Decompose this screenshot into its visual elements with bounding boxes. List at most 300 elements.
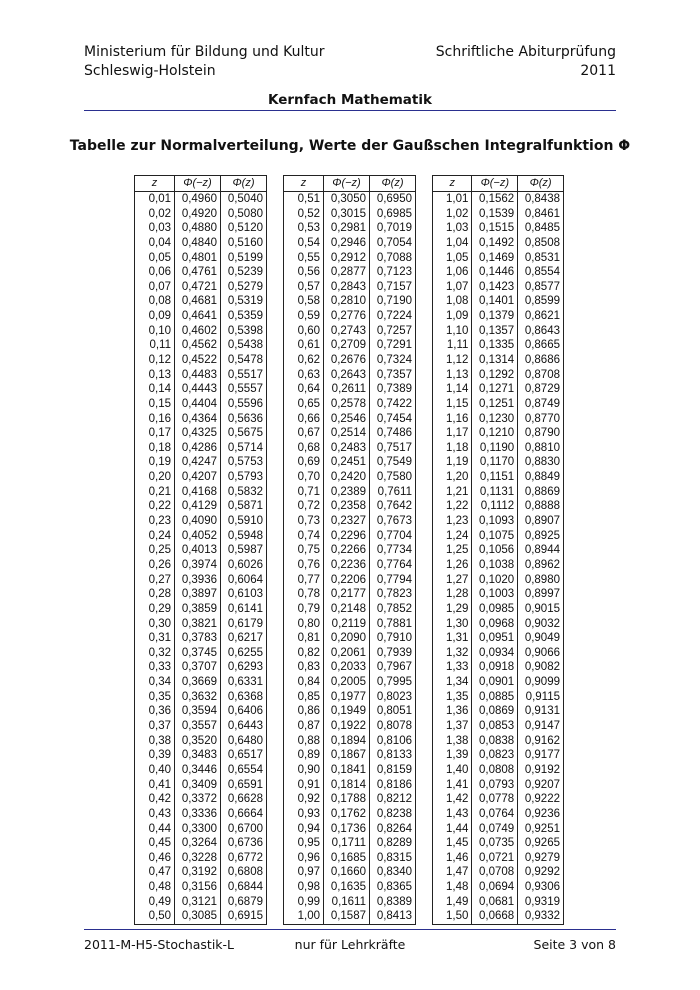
phi-minus-z-cell: 0,2451 xyxy=(324,455,370,470)
phi-minus-z-cell: 0,0764 xyxy=(472,807,518,822)
table-row xyxy=(433,719,564,734)
phi-minus-z-cell: 0,1271 xyxy=(472,382,518,397)
column-header: Φ(z) xyxy=(518,176,564,192)
column-header: z xyxy=(135,176,175,192)
phi-minus-z-cell: 0,1314 xyxy=(472,353,518,368)
phi-minus-z-cell: 0,4681 xyxy=(175,294,221,309)
phi-z-cell: 0,8869 xyxy=(518,484,564,499)
state-name: Schleswig-Holstein xyxy=(84,63,216,79)
phi-z-cell: 0,7764 xyxy=(370,558,416,573)
z-value-cell: 0,26 xyxy=(135,558,175,573)
z-value-cell: 1,44 xyxy=(433,821,472,836)
table-row xyxy=(433,499,564,514)
header-left xyxy=(84,43,325,81)
table-row xyxy=(284,191,416,206)
table-row xyxy=(135,558,267,573)
phi-z-cell: 0,8212 xyxy=(370,792,416,807)
phi-minus-z-cell: 0,4207 xyxy=(175,470,221,485)
phi-z-cell: 0,5199 xyxy=(221,250,267,265)
table-row xyxy=(433,587,564,602)
table-row xyxy=(284,616,416,631)
table-row xyxy=(433,411,564,426)
phi-minus-z-cell: 0,2177 xyxy=(324,587,370,602)
z-value-cell: 1,22 xyxy=(433,499,472,514)
z-value-cell: 1,19 xyxy=(433,455,472,470)
phi-minus-z-cell: 0,0918 xyxy=(472,660,518,675)
table-row xyxy=(433,689,564,704)
table-row xyxy=(135,909,267,924)
phi-z-cell: 0,9177 xyxy=(518,748,564,763)
phi-z-cell: 0,8078 xyxy=(370,719,416,734)
phi-minus-z-cell: 0,1611 xyxy=(324,894,370,909)
phi-z-cell: 0,7422 xyxy=(370,397,416,412)
phi-z-cell: 0,9222 xyxy=(518,792,564,807)
phi-z-cell: 0,5438 xyxy=(221,338,267,353)
phi-minus-z-cell: 0,2148 xyxy=(324,602,370,617)
table-row xyxy=(433,484,564,499)
table-row xyxy=(284,221,416,236)
table-row xyxy=(284,631,416,646)
phi-minus-z-cell: 0,3050 xyxy=(324,191,370,206)
z-value-cell: 0,56 xyxy=(284,265,324,280)
phi-z-cell: 0,5871 xyxy=(221,499,267,514)
phi-minus-z-cell: 0,0808 xyxy=(472,763,518,778)
phi-minus-z-cell: 0,2981 xyxy=(324,221,370,236)
table-row xyxy=(433,616,564,631)
z-value-cell: 0,64 xyxy=(284,382,324,397)
footer-divider xyxy=(84,929,616,930)
phi-z-cell: 0,8159 xyxy=(370,763,416,778)
table-row xyxy=(135,528,267,543)
table-row xyxy=(135,572,267,587)
phi-z-cell: 0,7054 xyxy=(370,236,416,251)
phi-z-cell: 0,8980 xyxy=(518,572,564,587)
z-value-cell: 1,50 xyxy=(433,909,472,924)
phi-z-cell: 0,5557 xyxy=(221,382,267,397)
z-value-cell: 0,85 xyxy=(284,689,324,704)
phi-minus-z-cell: 0,0853 xyxy=(472,719,518,734)
phi-z-cell: 0,8106 xyxy=(370,733,416,748)
table-row xyxy=(284,426,416,441)
table-row xyxy=(284,455,416,470)
table-row xyxy=(135,543,267,558)
phi-minus-z-cell: 0,2090 xyxy=(324,631,370,646)
table-row xyxy=(284,411,416,426)
table-row xyxy=(433,353,564,368)
table-row xyxy=(135,763,267,778)
phi-z-cell: 0,9265 xyxy=(518,836,564,851)
z-value-cell: 0,36 xyxy=(135,704,175,719)
phi-minus-z-cell: 0,1736 xyxy=(324,821,370,836)
phi-minus-z-cell: 0,1056 xyxy=(472,543,518,558)
phi-z-cell: 0,7088 xyxy=(370,250,416,265)
phi-minus-z-cell: 0,0901 xyxy=(472,675,518,690)
table-row xyxy=(284,733,416,748)
z-value-cell: 0,62 xyxy=(284,353,324,368)
phi-z-cell: 0,8508 xyxy=(518,236,564,251)
table-row xyxy=(135,587,267,602)
phi-z-cell: 0,8810 xyxy=(518,441,564,456)
table-row xyxy=(135,792,267,807)
phi-z-cell: 0,7734 xyxy=(370,543,416,558)
table-row xyxy=(135,675,267,690)
phi-z-cell: 0,5160 xyxy=(221,236,267,251)
exam-year: 2011 xyxy=(580,63,616,79)
phi-z-cell: 0,7190 xyxy=(370,294,416,309)
phi-minus-z-cell: 0,3372 xyxy=(175,792,221,807)
phi-z-cell: 0,7580 xyxy=(370,470,416,485)
phi-minus-z-cell: 0,0681 xyxy=(472,894,518,909)
z-value-cell: 1,24 xyxy=(433,528,472,543)
phi-minus-z-cell: 0,4761 xyxy=(175,265,221,280)
phi-minus-z-cell: 0,3936 xyxy=(175,572,221,587)
phi-z-cell: 0,6517 xyxy=(221,748,267,763)
phi-minus-z-cell: 0,0838 xyxy=(472,733,518,748)
table-row xyxy=(433,236,564,251)
table-row xyxy=(284,792,416,807)
phi-z-cell: 0,8365 xyxy=(370,880,416,895)
z-value-cell: 1,14 xyxy=(433,382,472,397)
table-row xyxy=(135,748,267,763)
table-row xyxy=(135,894,267,909)
phi-minus-z-cell: 0,0985 xyxy=(472,602,518,617)
z-value-cell: 1,00 xyxy=(284,909,324,924)
table-row xyxy=(433,909,564,924)
phi-z-cell: 0,8790 xyxy=(518,426,564,441)
phi-z-cell: 0,8238 xyxy=(370,807,416,822)
table-row xyxy=(135,236,267,251)
phi-minus-z-cell: 0,1357 xyxy=(472,323,518,338)
z-value-cell: 1,47 xyxy=(433,865,472,880)
table-row xyxy=(433,850,564,865)
table-row xyxy=(284,323,416,338)
phi-z-cell: 0,8133 xyxy=(370,748,416,763)
phi-minus-z-cell: 0,1151 xyxy=(472,470,518,485)
z-value-cell: 1,17 xyxy=(433,426,472,441)
phi-z-cell: 0,7224 xyxy=(370,309,416,324)
table-row xyxy=(433,675,564,690)
phi-minus-z-cell: 0,2296 xyxy=(324,528,370,543)
phi-minus-z-cell: 0,1003 xyxy=(472,587,518,602)
phi-z-cell: 0,9066 xyxy=(518,646,564,661)
z-value-cell: 0,80 xyxy=(284,616,324,631)
phi-minus-z-cell: 0,2389 xyxy=(324,484,370,499)
z-value-cell: 0,28 xyxy=(135,587,175,602)
phi-minus-z-cell: 0,3974 xyxy=(175,558,221,573)
phi-minus-z-cell: 0,1894 xyxy=(324,733,370,748)
phi-minus-z-cell: 0,1131 xyxy=(472,484,518,499)
table-row xyxy=(135,777,267,792)
phi-z-cell: 0,7389 xyxy=(370,382,416,397)
phi-minus-z-cell: 0,1112 xyxy=(472,499,518,514)
phi-z-cell: 0,5517 xyxy=(221,367,267,382)
phi-z-cell: 0,8907 xyxy=(518,514,564,529)
phi-minus-z-cell: 0,1562 xyxy=(472,191,518,206)
phi-z-cell: 0,8023 xyxy=(370,689,416,704)
phi-z-cell: 0,8997 xyxy=(518,587,564,602)
phi-minus-z-cell: 0,4013 xyxy=(175,543,221,558)
phi-z-cell: 0,5832 xyxy=(221,484,267,499)
table-header-row xyxy=(135,176,267,192)
z-value-cell: 0,50 xyxy=(135,909,175,924)
phi-z-cell: 0,8849 xyxy=(518,470,564,485)
phi-minus-z-cell: 0,1949 xyxy=(324,704,370,719)
table-row xyxy=(433,865,564,880)
z-value-cell: 0,10 xyxy=(135,323,175,338)
table-row xyxy=(433,646,564,661)
z-value-cell: 1,01 xyxy=(433,191,472,206)
phi-minus-z-cell: 0,1814 xyxy=(324,777,370,792)
phi-z-cell: 0,7517 xyxy=(370,441,416,456)
z-value-cell: 0,65 xyxy=(284,397,324,412)
z-value-cell: 1,21 xyxy=(433,484,472,499)
phi-minus-z-cell: 0,2810 xyxy=(324,294,370,309)
phi-minus-z-cell: 0,1210 xyxy=(472,426,518,441)
table-row xyxy=(284,894,416,909)
phi-z-cell: 0,8944 xyxy=(518,543,564,558)
phi-z-cell: 0,7704 xyxy=(370,528,416,543)
phi-z-cell: 0,6217 xyxy=(221,631,267,646)
phi-minus-z-cell: 0,0951 xyxy=(472,631,518,646)
phi-z-cell: 0,8315 xyxy=(370,850,416,865)
phi-z-cell: 0,6736 xyxy=(221,836,267,851)
phi-minus-z-cell: 0,4840 xyxy=(175,236,221,251)
phi-minus-z-cell: 0,3300 xyxy=(175,821,221,836)
z-value-cell: 0,11 xyxy=(135,338,175,353)
phi-minus-z-cell: 0,3632 xyxy=(175,689,221,704)
phi-minus-z-cell: 0,4641 xyxy=(175,309,221,324)
header-right xyxy=(436,43,616,81)
phi-minus-z-cell: 0,3192 xyxy=(175,865,221,880)
table-row xyxy=(433,660,564,675)
z-value-cell: 0,55 xyxy=(284,250,324,265)
phi-minus-z-cell: 0,1292 xyxy=(472,367,518,382)
z-value-cell: 0,68 xyxy=(284,441,324,456)
table-row xyxy=(135,221,267,236)
phi-z-cell: 0,5040 xyxy=(221,191,267,206)
z-value-cell: 1,07 xyxy=(433,279,472,294)
phi-minus-z-cell: 0,2709 xyxy=(324,338,370,353)
table-row xyxy=(284,484,416,499)
table-row xyxy=(135,426,267,441)
table-row xyxy=(284,367,416,382)
z-value-cell: 0,67 xyxy=(284,426,324,441)
phi-z-cell: 0,6406 xyxy=(221,704,267,719)
table-row xyxy=(284,660,416,675)
table-row xyxy=(135,323,267,338)
z-value-cell: 1,37 xyxy=(433,719,472,734)
z-value-cell: 1,23 xyxy=(433,514,472,529)
table-row xyxy=(135,338,267,353)
table-row xyxy=(284,338,416,353)
phi-minus-z-cell: 0,2877 xyxy=(324,265,370,280)
phi-z-cell: 0,9319 xyxy=(518,894,564,909)
phi-minus-z-cell: 0,3264 xyxy=(175,836,221,851)
z-value-cell: 0,54 xyxy=(284,236,324,251)
phi-minus-z-cell: 0,3783 xyxy=(175,631,221,646)
z-value-cell: 1,33 xyxy=(433,660,472,675)
phi-minus-z-cell: 0,3520 xyxy=(175,733,221,748)
z-value-cell: 1,03 xyxy=(433,221,472,236)
column-header: Φ(z) xyxy=(370,176,416,192)
table-row xyxy=(135,616,267,631)
phi-z-cell: 0,8770 xyxy=(518,411,564,426)
table-row xyxy=(433,250,564,265)
phi-minus-z-cell: 0,0749 xyxy=(472,821,518,836)
phi-z-cell: 0,6915 xyxy=(221,909,267,924)
z-value-cell: 1,46 xyxy=(433,850,472,865)
table-row xyxy=(135,602,267,617)
z-value-cell: 1,09 xyxy=(433,309,472,324)
table-row xyxy=(135,719,267,734)
phi-minus-z-cell: 0,2358 xyxy=(324,499,370,514)
phi-z-cell: 0,8686 xyxy=(518,353,564,368)
phi-z-cell: 0,8621 xyxy=(518,309,564,324)
phi-z-cell: 0,6331 xyxy=(221,675,267,690)
phi-minus-z-cell: 0,4522 xyxy=(175,353,221,368)
phi-z-cell: 0,6026 xyxy=(221,558,267,573)
phi-z-cell: 0,6368 xyxy=(221,689,267,704)
table-row xyxy=(433,265,564,280)
table-row xyxy=(433,514,564,529)
z-value-cell: 0,40 xyxy=(135,763,175,778)
z-value-cell: 0,34 xyxy=(135,675,175,690)
phi-minus-z-cell: 0,3446 xyxy=(175,763,221,778)
phi-z-cell: 0,8962 xyxy=(518,558,564,573)
z-value-cell: 0,44 xyxy=(135,821,175,836)
phi-z-cell: 0,9032 xyxy=(518,616,564,631)
phi-z-cell: 0,6628 xyxy=(221,792,267,807)
phi-minus-z-cell: 0,0793 xyxy=(472,777,518,792)
table-row xyxy=(433,777,564,792)
table-row xyxy=(433,528,564,543)
z-value-cell: 0,12 xyxy=(135,353,175,368)
phi-z-cell: 0,8531 xyxy=(518,250,564,265)
subject-title: Kernfach Mathematik xyxy=(268,92,432,108)
table-row xyxy=(135,191,267,206)
table-row xyxy=(284,470,416,485)
phi-z-cell: 0,7910 xyxy=(370,631,416,646)
phi-minus-z-cell: 0,1867 xyxy=(324,748,370,763)
phi-z-cell: 0,7852 xyxy=(370,602,416,617)
phi-minus-z-cell: 0,0823 xyxy=(472,748,518,763)
phi-minus-z-cell: 0,4801 xyxy=(175,250,221,265)
table-row xyxy=(433,631,564,646)
phi-minus-z-cell: 0,0885 xyxy=(472,689,518,704)
phi-z-cell: 0,7995 xyxy=(370,675,416,690)
table-row xyxy=(433,191,564,206)
phi-minus-z-cell: 0,4052 xyxy=(175,528,221,543)
table-row xyxy=(135,689,267,704)
table-row xyxy=(135,807,267,822)
phi-minus-z-cell: 0,1977 xyxy=(324,689,370,704)
table-row xyxy=(433,455,564,470)
table-row xyxy=(284,807,416,822)
z-value-cell: 0,71 xyxy=(284,484,324,499)
phi-minus-z-cell: 0,2033 xyxy=(324,660,370,675)
table-row xyxy=(433,367,564,382)
z-value-cell: 0,07 xyxy=(135,279,175,294)
table-row xyxy=(135,631,267,646)
z-value-cell: 0,08 xyxy=(135,294,175,309)
z-value-cell: 1,29 xyxy=(433,602,472,617)
phi-minus-z-cell: 0,4168 xyxy=(175,484,221,499)
z-value-cell: 0,70 xyxy=(284,470,324,485)
phi-minus-z-cell: 0,0668 xyxy=(472,909,518,924)
phi-minus-z-cell: 0,0778 xyxy=(472,792,518,807)
table-row xyxy=(284,748,416,763)
phi-z-cell: 0,7454 xyxy=(370,411,416,426)
z-value-cell: 1,27 xyxy=(433,572,472,587)
table-row xyxy=(433,279,564,294)
phi-minus-z-cell: 0,1515 xyxy=(472,221,518,236)
phi-z-cell: 0,6064 xyxy=(221,572,267,587)
z-value-cell: 0,48 xyxy=(135,880,175,895)
phi-z-cell: 0,6808 xyxy=(221,865,267,880)
table-row xyxy=(284,763,416,778)
table-row xyxy=(135,836,267,851)
phi-minus-z-cell: 0,0735 xyxy=(472,836,518,851)
phi-z-cell: 0,7823 xyxy=(370,587,416,602)
phi-minus-z-cell: 0,2578 xyxy=(324,397,370,412)
phi-z-cell: 0,8264 xyxy=(370,821,416,836)
phi-z-cell: 0,5714 xyxy=(221,441,267,456)
phi-minus-z-cell: 0,2843 xyxy=(324,279,370,294)
z-value-cell: 0,91 xyxy=(284,777,324,792)
phi-z-cell: 0,7673 xyxy=(370,514,416,529)
table-row xyxy=(433,572,564,587)
phi-z-cell: 0,7291 xyxy=(370,338,416,353)
phi-minus-z-cell: 0,3483 xyxy=(175,748,221,763)
z-value-cell: 0,42 xyxy=(135,792,175,807)
phi-z-cell: 0,6879 xyxy=(221,894,267,909)
phi-z-cell: 0,9015 xyxy=(518,602,564,617)
phi-minus-z-cell: 0,2206 xyxy=(324,572,370,587)
phi-minus-z-cell: 0,4920 xyxy=(175,206,221,221)
phi-z-cell: 0,6141 xyxy=(221,602,267,617)
table-row xyxy=(135,646,267,661)
table-row xyxy=(284,587,416,602)
phi-minus-z-cell: 0,2676 xyxy=(324,353,370,368)
phi-minus-z-cell: 0,0694 xyxy=(472,880,518,895)
table-row xyxy=(433,763,564,778)
phi-minus-z-cell: 0,2483 xyxy=(324,441,370,456)
phi-minus-z-cell: 0,3594 xyxy=(175,704,221,719)
z-value-cell: 1,41 xyxy=(433,777,472,792)
z-value-cell: 0,47 xyxy=(135,865,175,880)
phi-minus-z-cell: 0,4090 xyxy=(175,514,221,529)
phi-z-cell: 0,6103 xyxy=(221,587,267,602)
table-row xyxy=(284,499,416,514)
table-row xyxy=(433,821,564,836)
table-header-row xyxy=(284,176,416,192)
table-row xyxy=(284,821,416,836)
phi-z-cell: 0,8389 xyxy=(370,894,416,909)
table-row xyxy=(135,206,267,221)
phi-z-cell: 0,5596 xyxy=(221,397,267,412)
z-value-cell: 1,49 xyxy=(433,894,472,909)
phi-minus-z-cell: 0,3557 xyxy=(175,719,221,734)
table-row xyxy=(433,807,564,822)
z-value-cell: 0,31 xyxy=(135,631,175,646)
z-value-cell: 0,89 xyxy=(284,748,324,763)
phi-z-cell: 0,9306 xyxy=(518,880,564,895)
phi-minus-z-cell: 0,4562 xyxy=(175,338,221,353)
phi-z-cell: 0,8599 xyxy=(518,294,564,309)
z-value-cell: 1,30 xyxy=(433,616,472,631)
phi-z-cell: 0,7019 xyxy=(370,221,416,236)
table-header-row xyxy=(433,176,564,192)
